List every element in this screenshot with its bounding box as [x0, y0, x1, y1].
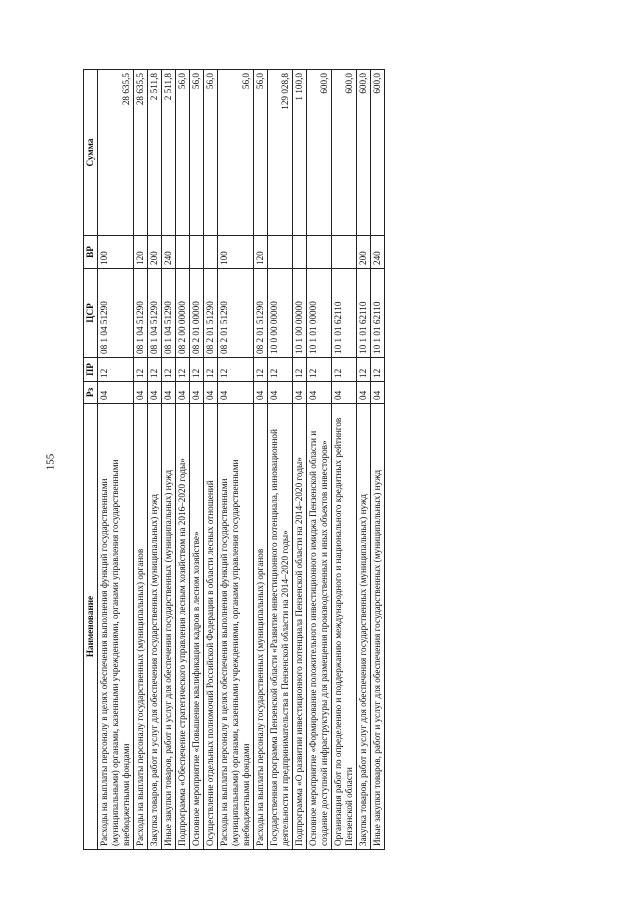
- cell-pr: 12: [190, 358, 204, 382]
- cell-rz: 04: [307, 382, 332, 404]
- header-csr: ЦСР: [84, 269, 98, 358]
- cell-sum: 56,0: [254, 70, 268, 236]
- cell-rz: 04: [293, 382, 307, 404]
- cell-vr: [268, 236, 293, 269]
- cell-csr: 10 1 01 62110: [371, 269, 385, 358]
- cell-pr: 12: [176, 358, 190, 382]
- cell-sum: 129 028,8: [268, 70, 293, 236]
- cell-rz: 04: [162, 382, 176, 404]
- cell-rz: 04: [134, 382, 148, 404]
- cell-sum: 2 511,8: [148, 70, 162, 236]
- cell-sum: 600,0: [357, 70, 371, 236]
- table-row: [371, 70, 385, 850]
- cell-csr: 08 2 01 51290: [218, 269, 254, 358]
- header-pr: ПР: [84, 358, 98, 382]
- page-number: [40, 452, 60, 472]
- cell-csr: 08 2 01 51290: [254, 269, 268, 358]
- cell-vr: [176, 236, 190, 269]
- cell-name: Осуществление отдельных полномочий Российской Федерации в области лесных отношений: [204, 404, 218, 850]
- cell-pr: 12: [357, 358, 371, 382]
- cell-pr: 12: [293, 358, 307, 382]
- rotated-table-container: [83, 70, 563, 850]
- table-row: [218, 70, 254, 850]
- page-number-text: 155: [44, 453, 56, 471]
- cell-vr: 120: [254, 236, 268, 269]
- cell-csr: 10 1 01 00000: [307, 269, 332, 358]
- cell-vr: [293, 236, 307, 269]
- cell-sum: 28 635,5: [98, 70, 134, 236]
- cell-sum: 56,0: [176, 70, 190, 236]
- cell-name: Расходы на выплаты персоналу в целях обеспечения выполнения функций государственными (муниципальными) органами, казенными учреждениями, органами управления государственными внебюджетными фондами: [218, 404, 254, 850]
- cell-rz: 04: [254, 382, 268, 404]
- table-row: [134, 70, 148, 850]
- cell-sum: 56,0: [190, 70, 204, 236]
- table-row: [162, 70, 176, 850]
- cell-rz: 04: [190, 382, 204, 404]
- cell-sum: 600,0: [371, 70, 385, 236]
- cell-pr: 12: [204, 358, 218, 382]
- cell-vr: 200: [148, 236, 162, 269]
- cell-vr: 100: [218, 236, 254, 269]
- cell-vr: [204, 236, 218, 269]
- cell-pr: 12: [254, 358, 268, 382]
- cell-name: Расходы на выплаты персоналу государственных (муниципальных) органов: [254, 404, 268, 850]
- cell-vr: 200: [357, 236, 371, 269]
- table-row: [332, 70, 357, 850]
- table-row: [98, 70, 134, 850]
- cell-csr: 08 1 04 51290: [162, 269, 176, 358]
- cell-pr: 12: [371, 358, 385, 382]
- cell-name: Подпрограмма «О развитии инвестиционного потенциала Пензенской области на 2014–2020 годы»: [293, 404, 307, 850]
- table-row: [204, 70, 218, 850]
- cell-rz: 04: [218, 382, 254, 404]
- cell-sum: 2 511,8: [162, 70, 176, 236]
- cell-vr: [332, 236, 357, 269]
- cell-sum: 600,0: [307, 70, 332, 236]
- cell-rz: 04: [98, 382, 134, 404]
- cell-rz: 04: [357, 382, 371, 404]
- table-header-row: [84, 70, 98, 850]
- table-row: [190, 70, 204, 850]
- cell-pr: 12: [98, 358, 134, 382]
- cell-sum: 56,0: [204, 70, 218, 236]
- cell-pr: 12: [162, 358, 176, 382]
- cell-rz: 04: [176, 382, 190, 404]
- table-row: [268, 70, 293, 850]
- cell-vr: [190, 236, 204, 269]
- table-row: [254, 70, 268, 850]
- cell-csr: 08 1 04 51290: [134, 269, 148, 358]
- cell-csr: 08 2 01 00000: [190, 269, 204, 358]
- cell-name: Иные закупки товаров, работ и услуг для обеспечения государственных (муниципальных) нужд: [371, 404, 385, 850]
- table-row: [293, 70, 307, 850]
- cell-sum: 1 100,0: [293, 70, 307, 236]
- cell-csr: 10 1 01 62110: [332, 269, 357, 358]
- cell-pr: 12: [307, 358, 332, 382]
- cell-vr: 120: [134, 236, 148, 269]
- table-row: [176, 70, 190, 850]
- cell-csr: 10 1 00 00000: [293, 269, 307, 358]
- cell-pr: 12: [268, 358, 293, 382]
- cell-vr: 240: [162, 236, 176, 269]
- header-vr: ВР: [84, 236, 98, 269]
- cell-vr: [307, 236, 332, 269]
- cell-name: Закупка товаров, работ и услуг для обеспечения государственных (муниципальных) нужд: [148, 404, 162, 850]
- cell-name: Государственная программа Пензенской области «Развитие инвестиционного потенциала, инновационной деятельности и предпринимательства в Пензенской области на 2014–2020 годы»: [268, 404, 293, 850]
- cell-rz: 04: [371, 382, 385, 404]
- cell-rz: 04: [148, 382, 162, 404]
- cell-name: Расходы на выплаты персоналу в целях обеспечения выполнения функций государственными (муниципальными) органами, казенными учреждениями, органами управления государственными внебюджетными фондами: [98, 404, 134, 850]
- cell-pr: 12: [332, 358, 357, 382]
- cell-rz: 04: [204, 382, 218, 404]
- budget-table: [83, 69, 385, 850]
- cell-pr: 12: [134, 358, 148, 382]
- cell-csr: 08 1 04 51290: [148, 269, 162, 358]
- cell-csr: 10 1 01 62110: [357, 269, 371, 358]
- cell-name: Подпрограмма «Обеспечение стратегического управления лесным хозяйством на 2016–2020 годы»: [176, 404, 190, 850]
- table-row: [148, 70, 162, 850]
- table-body: [98, 70, 385, 850]
- cell-rz: 04: [332, 382, 357, 404]
- header-name: Наименование: [84, 404, 98, 850]
- cell-sum: 56,0: [218, 70, 254, 236]
- cell-rz: 04: [268, 382, 293, 404]
- cell-csr: 08 2 00 00000: [176, 269, 190, 358]
- cell-pr: 12: [148, 358, 162, 382]
- cell-csr: 10 0 00 00000: [268, 269, 293, 358]
- cell-pr: 12: [218, 358, 254, 382]
- cell-sum: 600,0: [332, 70, 357, 236]
- cell-name: Иные закупки товаров, работ и услуг для обеспечения государственных (муниципальных) нужд: [162, 404, 176, 850]
- cell-name: Закупка товаров, работ и услуг для обеспечения государственных (муниципальных) нужд: [357, 404, 371, 850]
- cell-sum: 28 635,5: [134, 70, 148, 236]
- cell-name: Основное мероприятие «Формирование положительного инвестиционного имиджа Пензенской области и создание доступной инфраструктуры для размещения производственных и иных объектов инвесторов»: [307, 404, 332, 850]
- cell-name: Организация работ по определению и поддержанию международного и национального кредитных рейтингов Пензенской области: [332, 404, 357, 850]
- cell-name: Расходы на выплаты персоналу государственных (муниципальных) органов: [134, 404, 148, 850]
- table-row: [357, 70, 371, 850]
- cell-vr: 240: [371, 236, 385, 269]
- header-sum: Сумма: [84, 70, 98, 236]
- cell-csr: 08 1 04 51290: [98, 269, 134, 358]
- table-row: [307, 70, 332, 850]
- cell-vr: 100: [98, 236, 134, 269]
- cell-csr: 08 2 01 51290: [204, 269, 218, 358]
- header-rz: Рз: [84, 382, 98, 404]
- cell-name: Основное мероприятие «Повышение квалификации кадров в лесном хозяйстве»: [190, 404, 204, 850]
